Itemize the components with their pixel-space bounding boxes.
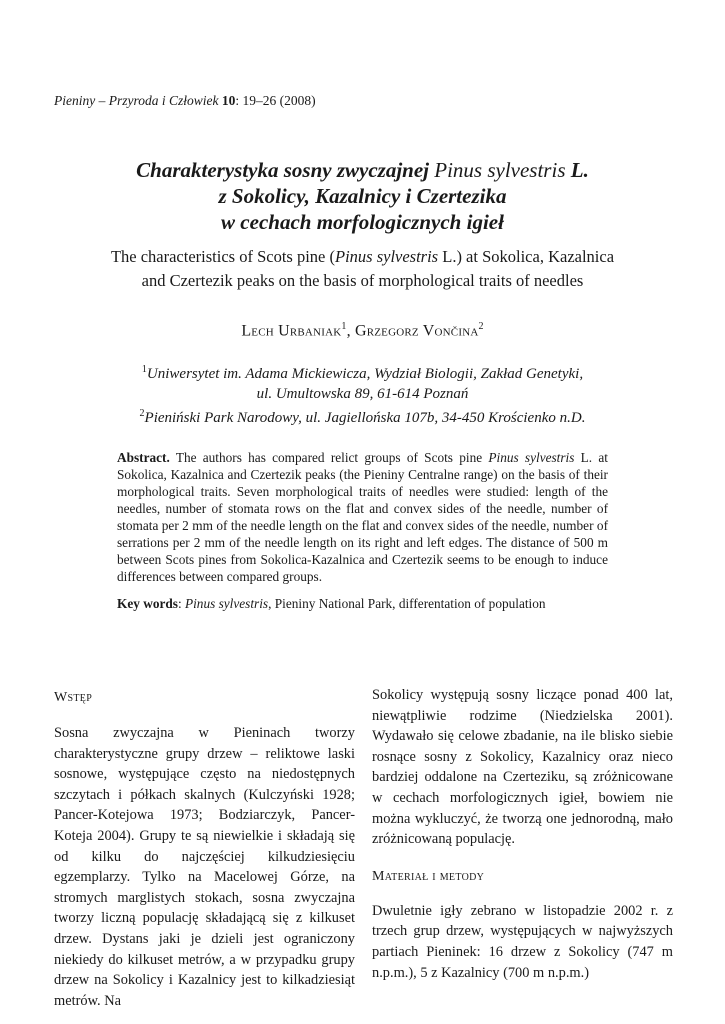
subtitle-before: The characteristics of Scots pine ( [110, 247, 335, 266]
abstract-paragraph [117, 449, 608, 585]
abstract-block [117, 449, 608, 612]
abstract-latin: Pinus sylvestris [488, 450, 575, 465]
title-line3: w cechach morfologicznych igieł [221, 210, 504, 234]
keywords-label: Key words [117, 596, 178, 611]
journal-name: Pieniny – Przyroda i Człowiek [54, 93, 219, 108]
abstract-text-pre: The authors has compared relict groups of Scots pine [169, 450, 489, 465]
journal-pages-year: : 19–26 (2008) [235, 93, 316, 108]
title-line2: z Sokolicy, Kazalnicy i Czertezika [218, 184, 507, 208]
author-2-affiliation-mark: 2 [478, 321, 484, 332]
title-part1: Charakterystyka sosny zwyczajnej [136, 158, 435, 182]
abstract-label: Abstract. [117, 450, 170, 465]
subtitle-latin: Pinus sylvestris [334, 247, 439, 266]
journal-citation [54, 92, 654, 110]
methods-paragraph: Dwuletnie igły zebrano w listopadzie 2002 r. z trzech grup drzew, występujących w najwyższych partiach Pieninek: 16 drzew z Sokolicy (747 m n.p.m.), 5 z Kazalnicy (700 m n.p.m.) [372, 902, 673, 981]
english-title [54, 245, 671, 293]
affiliation-2-line1: Pieniński Park Narodowy, ul. Jagiellońska 107b, 34-450 Krościenko n.D. [144, 410, 586, 426]
authors [54, 316, 671, 342]
title-latin-name: Pinus sylvestris [434, 158, 566, 182]
title-part2: L. [565, 158, 589, 182]
author-separator: , [346, 322, 355, 340]
keywords-rest: , Pieniny National Park, differentation of population [268, 596, 546, 611]
affiliation-1-line2: ul. Umultowska 89, 61-614 Poznań [256, 386, 469, 402]
affiliation-1-line1: Uniwersytet im. Adama Mickiewicza, Wydział Biologii, Zakład Genetyki, [146, 366, 584, 382]
affiliations [100, 360, 625, 428]
affiliation-2-mark: 2 [139, 408, 145, 419]
subtitle-line2: and Czertezik peaks on the basis of morphological traits of needles [141, 271, 584, 290]
section-heading-intro: Wstęp [54, 690, 93, 705]
section-heading-methods: Materiał i metody [372, 868, 485, 884]
author-1-affiliation-mark: 1 [341, 321, 347, 332]
keywords-latin: Pinus sylvestris [184, 596, 269, 611]
author-1: Lech Urbaniak [241, 322, 342, 340]
journal-volume: 10 [221, 93, 236, 108]
keywords-paragraph [117, 595, 608, 612]
body-column-left [54, 685, 355, 1011]
body-column-right [372, 685, 673, 983]
keywords-colon: : [177, 596, 185, 611]
intro-paragraph: Sosna zwyczajna w Pieninach tworzy charakterystyczne grupy drzew – reliktowe laski sosnowe, występujące często na niedostępnych szczytach i półkach skalnych (Kulczyński 1928; Pancer-Kotejowa 1973; Bodziarczyk, Pancer-Koteja 2004). Grupy te są niewielkie i składają się od kilku do najczęściej kilkudziesięciu egzemplarzy. Tylko na Macelowej Górze, na stromych marglistych stokach, sosna zwyczajna tworzy liczną populację składającą się z kilkuset drzew. Dystans jaki je dzieli jest ograniczony niekiedy do kilkuset metrów, a w przypadku grupy drzew na Sokolicy i Kazalnicy jest to kilkadziesiąt metrów. Na [54, 725, 355, 1009]
author-2: Grzegorz Vončina [354, 322, 479, 340]
abstract-text-post: L. at Sokolica, Kazalnica and Czertezik peaks (the Pieniny Centralne range) on the basis of their morphological traits. Seven morphological traits of needles were studied: length of the needles, number of stomata rows on the flat and convex sides of the needle, number of stomata per 2 mm of the needle length on the flat and convex sides of the needle, number of serrations per 2 mm of the needle length on its right and left edges. The distance of 500 m between Scots pines from Sokolica-Kazalnica and Czertezik seems to be enough to induce differences between compared groups. [117, 450, 608, 584]
intro-continued-paragraph: Sokolicy występują sosny liczące ponad 400 lat, niewątpliwie rodzime (Niedzielska 2001). Wydawało się celowe zbadanie, na ile blisko siebie rosnące sosny z Sokolicy, Kazalnicy oraz nieco bardziej oddalone na Czerteziku, są zróżnicowane w cechach morfologicznych igieł, bowiem nie można wykluczyć, że tworzą one jednorodną, mało zróżnicowaną populację. [372, 687, 673, 848]
subtitle-after: L.) at Sokolica, Kazalnica [438, 247, 615, 266]
affiliation-1-mark: 1 [141, 364, 147, 375]
paper-title [54, 157, 671, 235]
